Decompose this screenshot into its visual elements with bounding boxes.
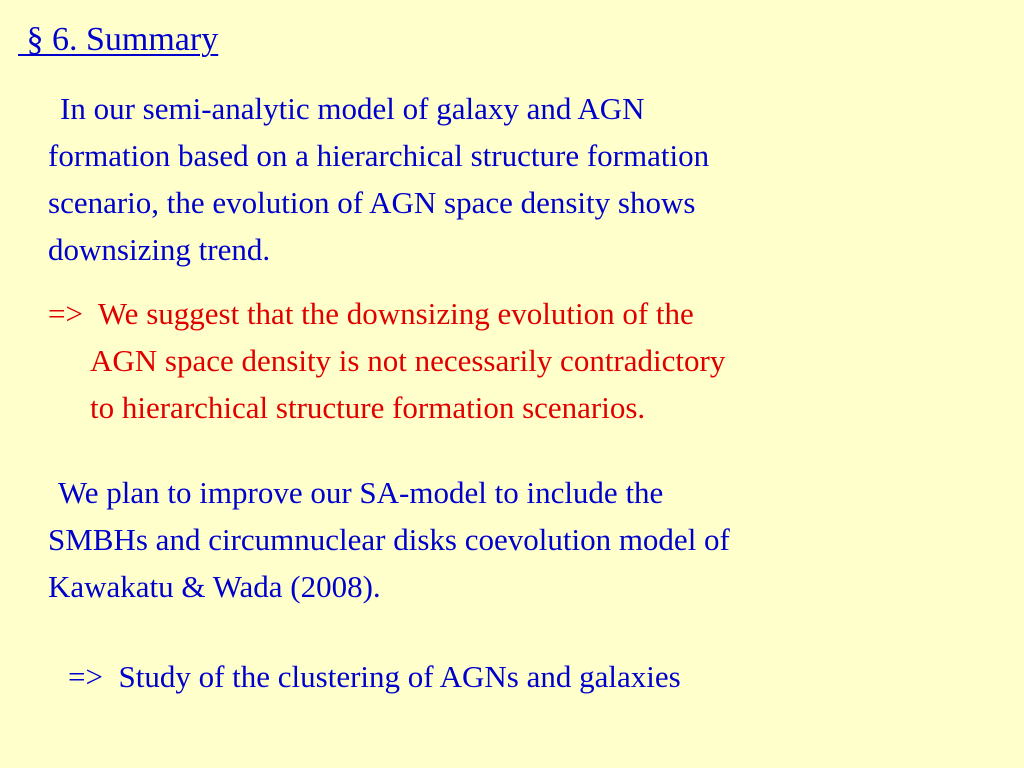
summary-paragraph-plan xyxy=(48,469,948,610)
summary-paragraph-model xyxy=(48,85,948,273)
paragraph-line: => We suggest that the downsizing evolution of the xyxy=(48,296,694,331)
paragraph-line: We plan to improve our SA-model to include the xyxy=(58,475,664,510)
summary-paragraph-suggestion xyxy=(48,290,948,431)
summary-paragraph-study xyxy=(68,653,968,700)
paragraph-line: AGN space density is not necessarily contradictory xyxy=(90,343,726,378)
paragraph-line: In our semi-analytic model of galaxy and AGN xyxy=(60,91,645,126)
paragraph-line: scenario, the evolution of AGN space density shows xyxy=(48,185,696,220)
paragraph-line: to hierarchical structure formation scenarios. xyxy=(90,390,646,425)
paragraph-line: formation based on a hierarchical structure formation xyxy=(48,138,710,173)
paragraph-line: => Study of the clustering of AGNs and galaxies xyxy=(68,659,681,694)
paragraph-line: Kawakatu & Wada (2008). xyxy=(48,569,381,604)
paragraph-line: downsizing trend. xyxy=(48,232,271,267)
paragraph-line: SMBHs and circumnuclear disks coevolution model of xyxy=(48,522,730,557)
slide-title: § 6. Summary xyxy=(18,21,219,58)
